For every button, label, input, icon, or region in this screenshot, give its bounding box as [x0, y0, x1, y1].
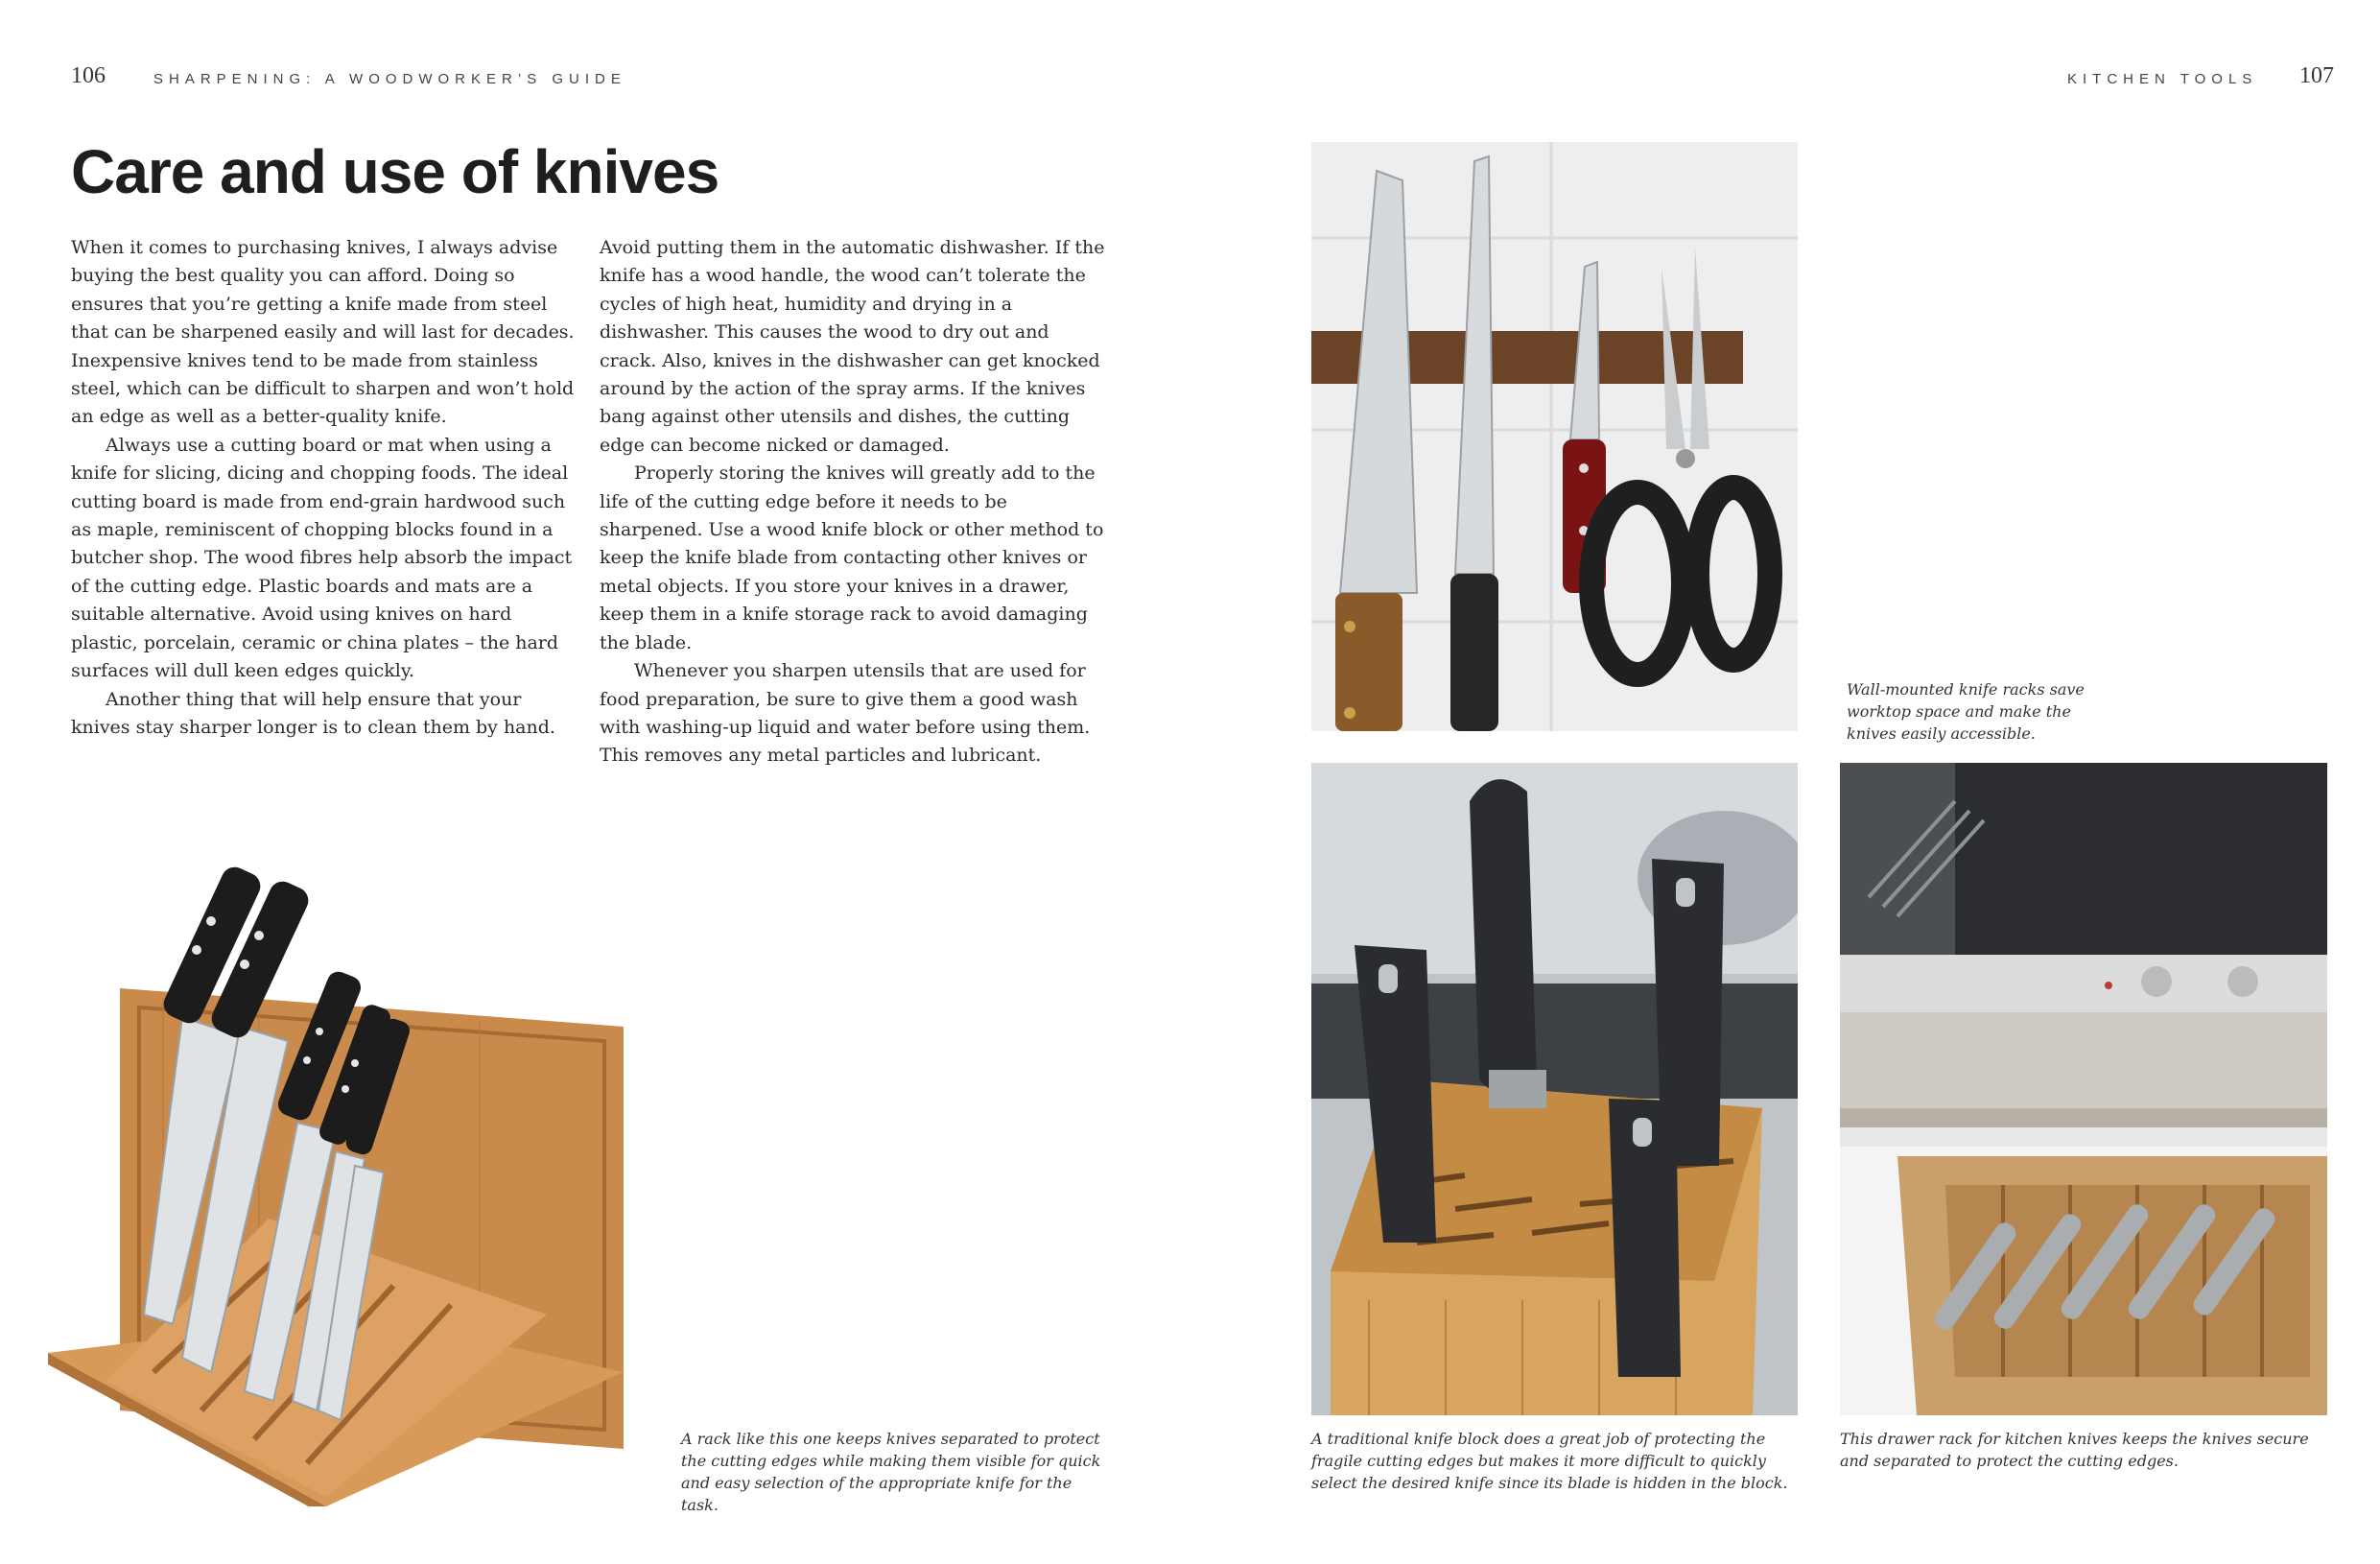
drawer-rack-photo	[1840, 763, 2327, 1415]
paragraph: Always use a cutting board or mat when using a knife for slicing, dicing and chopping foods. The ideal cutting board is made from end-grain hardwood such as maple, reminiscent of chopping blocks found in a butcher shop. The wood fibres help absorb the impact of the cutting edge. Plastic boards and mats are a suitable alternative. Avoid using knives on hard plastic, porcelain, ceramic or china plates – the hard surfaces will dull keen edges quickly.	[71, 434, 573, 682]
paragraph: Avoid putting them in the automatic dishwasher. If the knife has a wood handle, the wood can’t tolerate the cycles of high heat, humidity and drying in a dishwasher. This causes the wood to dry out and crack. Also, knives in the dishwasher can get knocked around by the action of the spray arms. If the knives bang against other utensils and dishes, the cutting edge can become nicked or damaged.	[600, 237, 1105, 456]
caption-wall-rack: Wall-mounted knife racks save worktop space and make the knives easily accessible.	[1847, 680, 2085, 743]
knife-block-photo	[1311, 763, 1798, 1415]
paragraph: Properly storing the knives will greatly add to the life of the cutting edge before it needs to be sharpened. Use a wood knife block or other method to keep the knife blade from contacting other knives or metal objects. If you store your knives in a drawer, keep them in a knife storage rack to avoid damaging the blade.	[600, 462, 1104, 653]
body-column-2	[600, 234, 1108, 770]
caption-drawer-rack: This drawer rack for kitchen knives keeps the knives secure and separated to protect the cutting edges.	[1840, 1430, 2309, 1470]
page-title: Care and use of knives	[71, 137, 719, 206]
paragraph: When it comes to purchasing knives, I always advise buying the best quality you can afford. Doing so ensures that you’re getting a knife made from steel that can be sharpened easily and will last for decades. Inexpensive knives tend to be made from stainless steel, which can be difficult to sharpen and won’t hold an edge as well as a better-quality knife.	[71, 237, 575, 428]
page-number-left: 106	[71, 63, 106, 88]
page-number-right: 107	[2299, 63, 2334, 88]
paragraph: Whenever you sharpen utensils that are used for food preparation, be sure to give them a good wash with washing-up liquid and water before using them. This removes any metal particles and lubricant.	[600, 660, 1091, 767]
wall-rack-photo	[1311, 142, 1798, 731]
paragraph: Another thing that will help ensure that your knives stay sharper longer is to clean them by hand.	[71, 688, 555, 738]
running-head-right: KITCHEN TOOLS	[2067, 71, 2258, 87]
knife-rack-photo	[48, 835, 643, 1506]
caption-knife-rack: A rack like this one keeps knives separated to protect the cutting edges while making them visible for quick and easy selection of the appropriate knife for the task.	[681, 1430, 1101, 1514]
body-column-1	[71, 234, 579, 742]
caption-knife-block: A traditional knife block does a great job of protecting the fragile cutting edges but makes it more difficult to quickly select the desired knife since its blade is hidden in the block.	[1311, 1430, 1788, 1492]
running-head-left: SHARPENING: A WOODWORKER’S GUIDE	[153, 71, 626, 87]
